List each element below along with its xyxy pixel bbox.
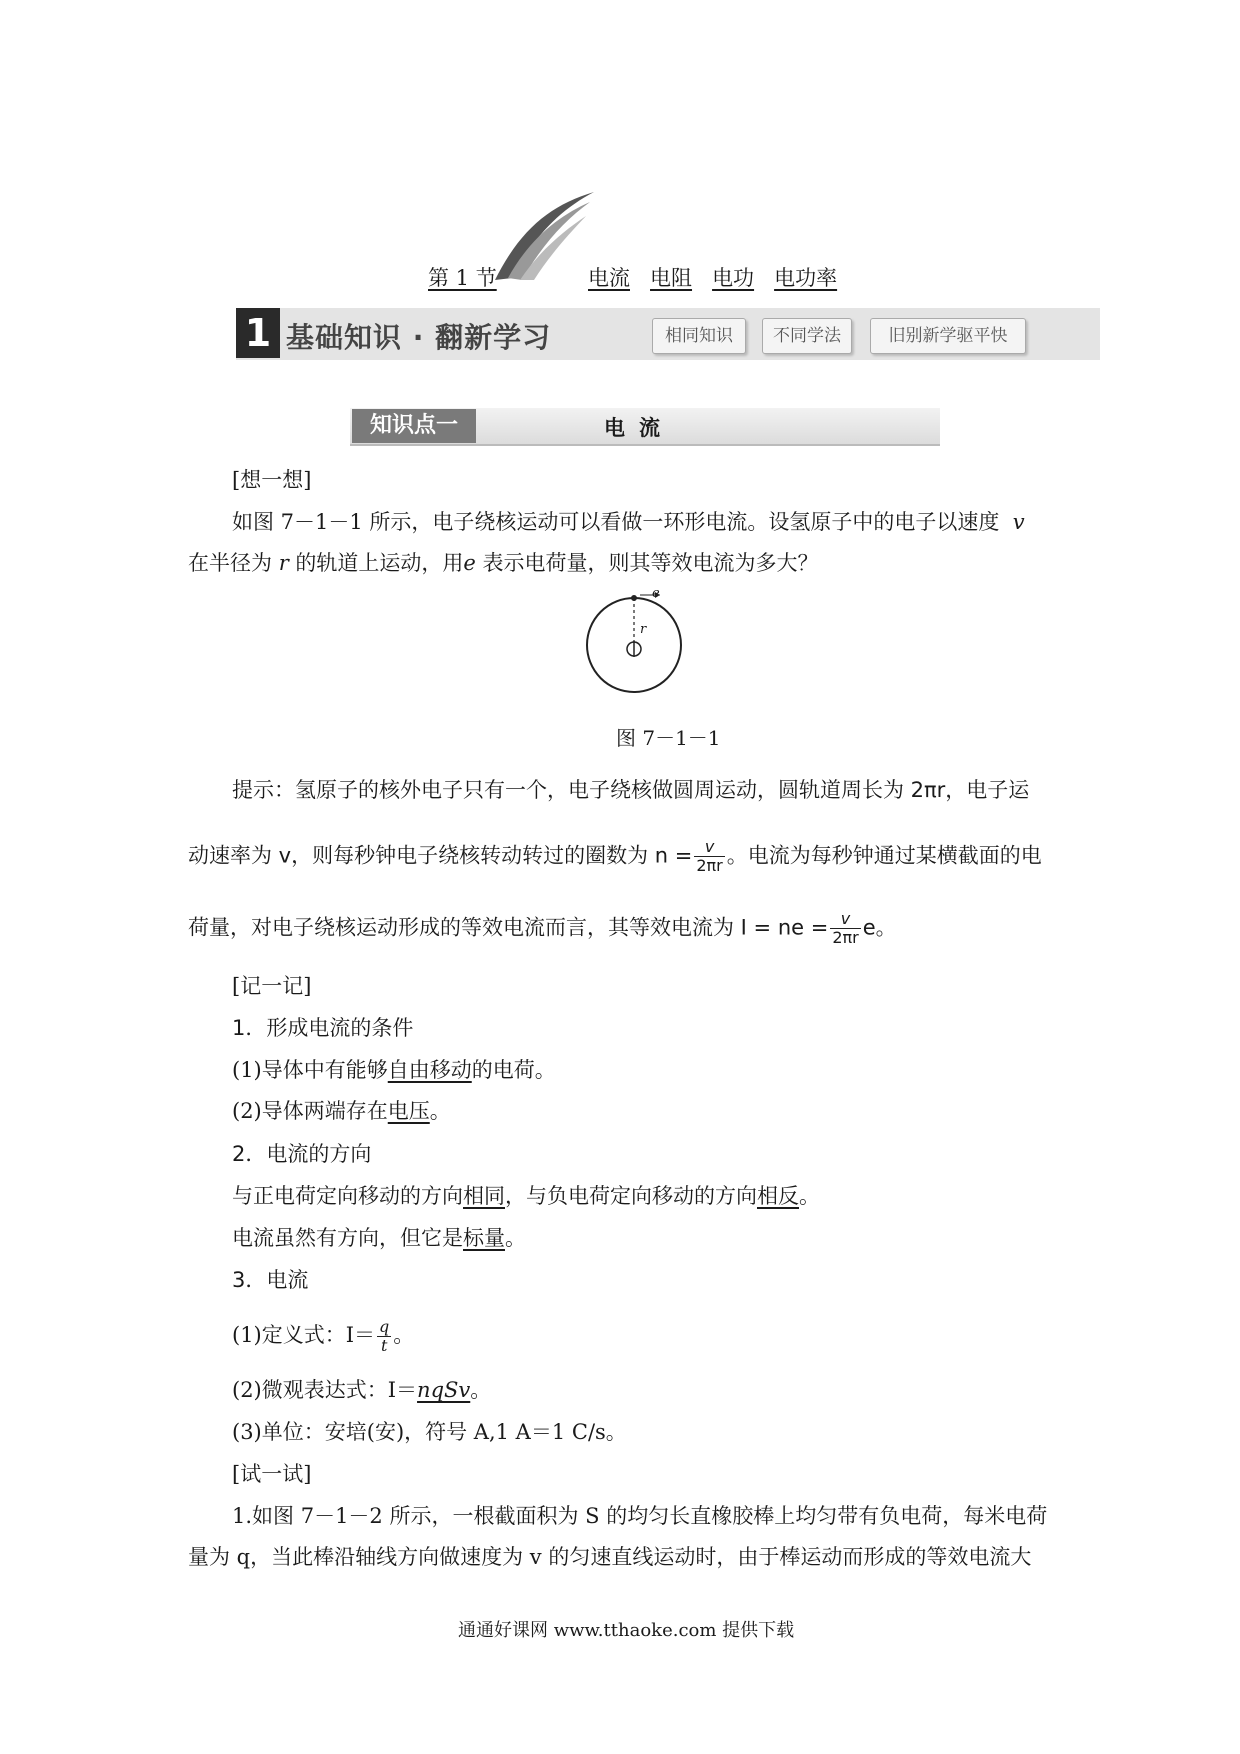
definition-formula: (1)定义式：I＝ $\frac{q}{t}$ 。 — [232, 1317, 415, 1355]
title-part-power: 电功率 — [774, 266, 838, 290]
title-part-current: 电流 — [588, 266, 630, 290]
banner-title: 基础知识 · 翻新学习 — [286, 321, 552, 354]
direction-line-1: 与正电荷定向移动的方向相同，与负电荷定向移动的方向相反。 — [232, 1184, 820, 1208]
hint-line-1: 提示：氢原子的核外电子只有一个，电子绕核做圆周运动，圆轨道周长为 2πr，电子运 — [232, 778, 1030, 802]
tag-review: 旧别新学驱平快 — [870, 318, 1026, 354]
fraction-v-over-2pir-2: $\frac{v}{2\pi r}$ — [832, 909, 859, 947]
footer-text: 通通好课网 www.tthaoke.com 提供下载 — [458, 1620, 795, 1641]
think-heading: [想一想] — [232, 468, 312, 492]
figure-caption: 图 7－1－1 — [616, 726, 721, 750]
fraction-v-over-2pir: $\frac{v}{2\pi r}$ — [696, 837, 723, 875]
figure-label-r: r — [640, 622, 647, 637]
unit-line: (3)单位：安培(安)，符号 A,1 A＝1 C/s。 — [232, 1420, 627, 1444]
question-line-2: 在半径为 r 的轨道上运动，用e 表示电荷量，则其等效电流为多大？ — [188, 551, 819, 575]
knowledge-point-label: 知识点一 — [352, 409, 476, 443]
title-part-work: 电功 — [712, 266, 755, 290]
title-part-resistance: 电阻 — [650, 266, 693, 290]
subsection-1-title: 1．形成电流的条件 — [232, 1016, 414, 1040]
tag-same-knowledge: 相同知识 — [652, 318, 746, 354]
try-line-2: 量为 q，当此棒沿轴线方向做速度为 v 的匀速直线运动时，由于棒运动而形成的等效电流大 — [188, 1545, 1032, 1569]
hint-line-2: 动速率为 v，则每秒钟电子绕核转动转过的圈数为 n = $\frac{v}{2\pi r}$ 。电流为每秒钟通过某横截面的电 — [188, 837, 1042, 875]
atom-orbit-figure — [580, 585, 690, 695]
hint-line-3: 荷量，对电子绕核运动形成的等效电流而言，其等效电流为 I = ne = $\frac{v}{2\pi r}$ e。 — [188, 909, 897, 947]
direction-line-2: 电流虽然有方向，但它是标量。 — [232, 1226, 526, 1250]
subsection-3-title: 3．电流 — [232, 1268, 309, 1292]
try-heading: [试一试] — [232, 1462, 312, 1486]
subsection-2-title: 2．电流的方向 — [232, 1142, 372, 1166]
banner-number: 1 — [236, 308, 280, 358]
micro-formula: (2)微观表达式：I＝nqSv。 — [232, 1378, 492, 1402]
try-line-1: 1.如图 7－1－2 所示，一根截面积为 S 的均匀长直橡胶棒上均匀带有负电荷，每米电荷 — [232, 1504, 1048, 1528]
condition-1: (1)导体中有能够自由移动的电荷。 — [232, 1058, 556, 1082]
question-line-1: 如图 7－1－1 所示，电子绕核运动可以看做一环形电流。设氢原子中的电子以速度 v — [232, 510, 1025, 534]
section-label: 第 1 节 — [428, 266, 497, 290]
fraction-q-over-t: $\frac{q}{t}$ — [379, 1317, 390, 1355]
condition-2: (2)导体两端存在电压。 — [232, 1099, 451, 1123]
swoosh-logo-icon — [490, 190, 600, 285]
remember-heading: [记一记] — [232, 974, 312, 998]
chapter-title — [588, 262, 837, 292]
figure-label-e: e — [652, 586, 660, 601]
tag-different-method: 不同学法 — [762, 318, 852, 354]
knowledge-point-title: 电流 — [604, 416, 674, 440]
